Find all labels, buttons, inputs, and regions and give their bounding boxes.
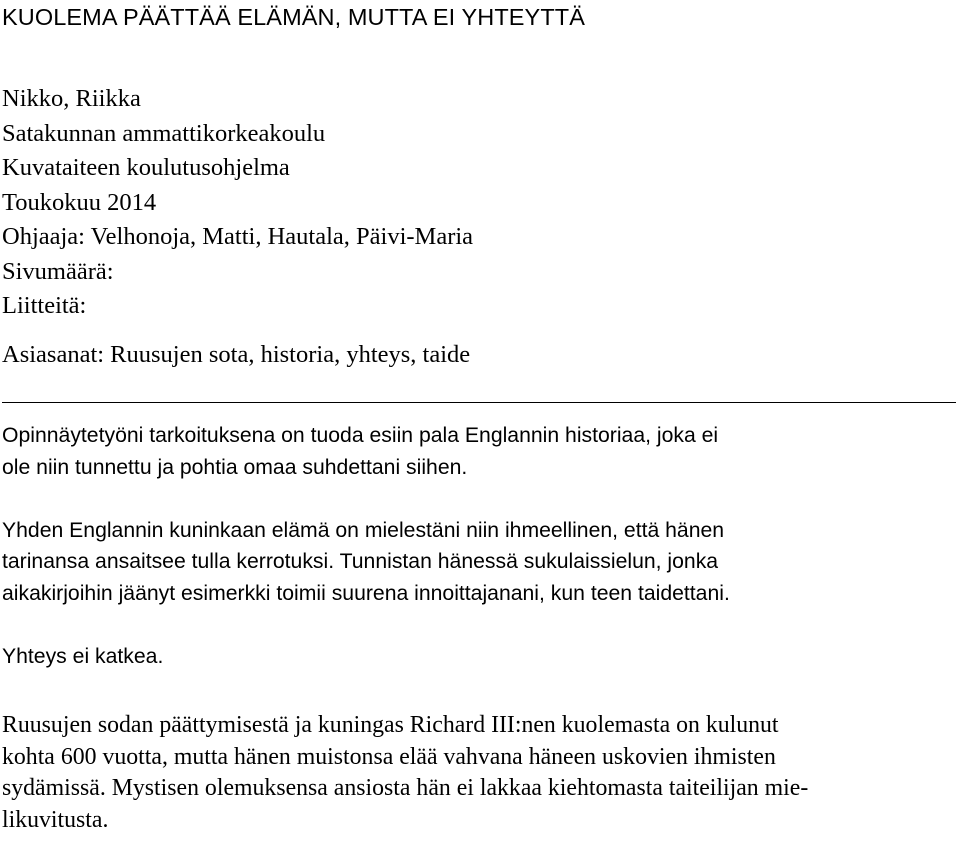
abstract-paragraph-3 [2,641,958,673]
text-line: tarinansa ansaitsee tulla kerrotuksi. Tunnistan hänessä sukulaissielun, jonka [2,550,719,573]
institution-line: Satakunnan ammattikorkeakoulu [2,119,326,147]
program-line: Kuvataiteen koulutusohjelma [2,154,290,181]
metadata-block [2,82,473,324]
abstract-paragraph-2 [2,515,958,610]
page-count-line: Sivumäärä: [2,257,114,285]
abstract-paragraph-4 [2,710,958,836]
text-line: likuvitusta. [2,806,109,833]
text-line: kohta 600 vuotta, mutta hänen muistonsa elää vahvana häneen uskovien ihmisten [2,743,776,770]
text-line: Yhden Englannin kuninkaan elämä on mielestäni niin ihmeellinen, että hänen [2,518,725,542]
horizontal-rule [2,402,956,403]
supervisor-line: Ohjaaja: Velhonoja, Matti, Hautala, Päivi-Maria [2,223,474,250]
text-line: Yhteys ei katkea. [2,644,164,668]
text-line: ole niin tunnettu ja pohtia omaa suhdettani siihen. [2,455,468,479]
date-line: Toukokuu 2014 [2,188,157,216]
abstract-serif-block [2,710,958,868]
text-line: aikakirjoihin jäänyt esimerkki toimii suurena innoittajanani, kun teen taidettani. [2,581,730,605]
author-line: Nikko, Riikka [2,85,141,112]
text-line: Opinnäytetyöni tarkoituksena on tuoda esiin pala Englannin historiaa, joka ei [2,424,719,447]
text-line: Ruusujen sodan päättymisestä ja kuningas Richard III:nen kuolemasta on kulunut [2,712,779,738]
text-line: sydämissä. Mystisen olemuksensa ansiosta hän ei lakkaa kiehtomasta taiteilijan mie- [2,775,809,801]
keywords-line: Asiasanat: Ruusujen sota, historia, yhteys, taide [2,341,471,368]
document-title: KUOLEMA PÄÄTTÄÄ ELÄMÄN, MUTTA EI YHTEYTTÄ [2,4,586,30]
attachments-line: Liitteitä: [2,292,87,319]
abstract-paragraph-1 [2,420,958,483]
abstract-sans-block [2,420,958,704]
